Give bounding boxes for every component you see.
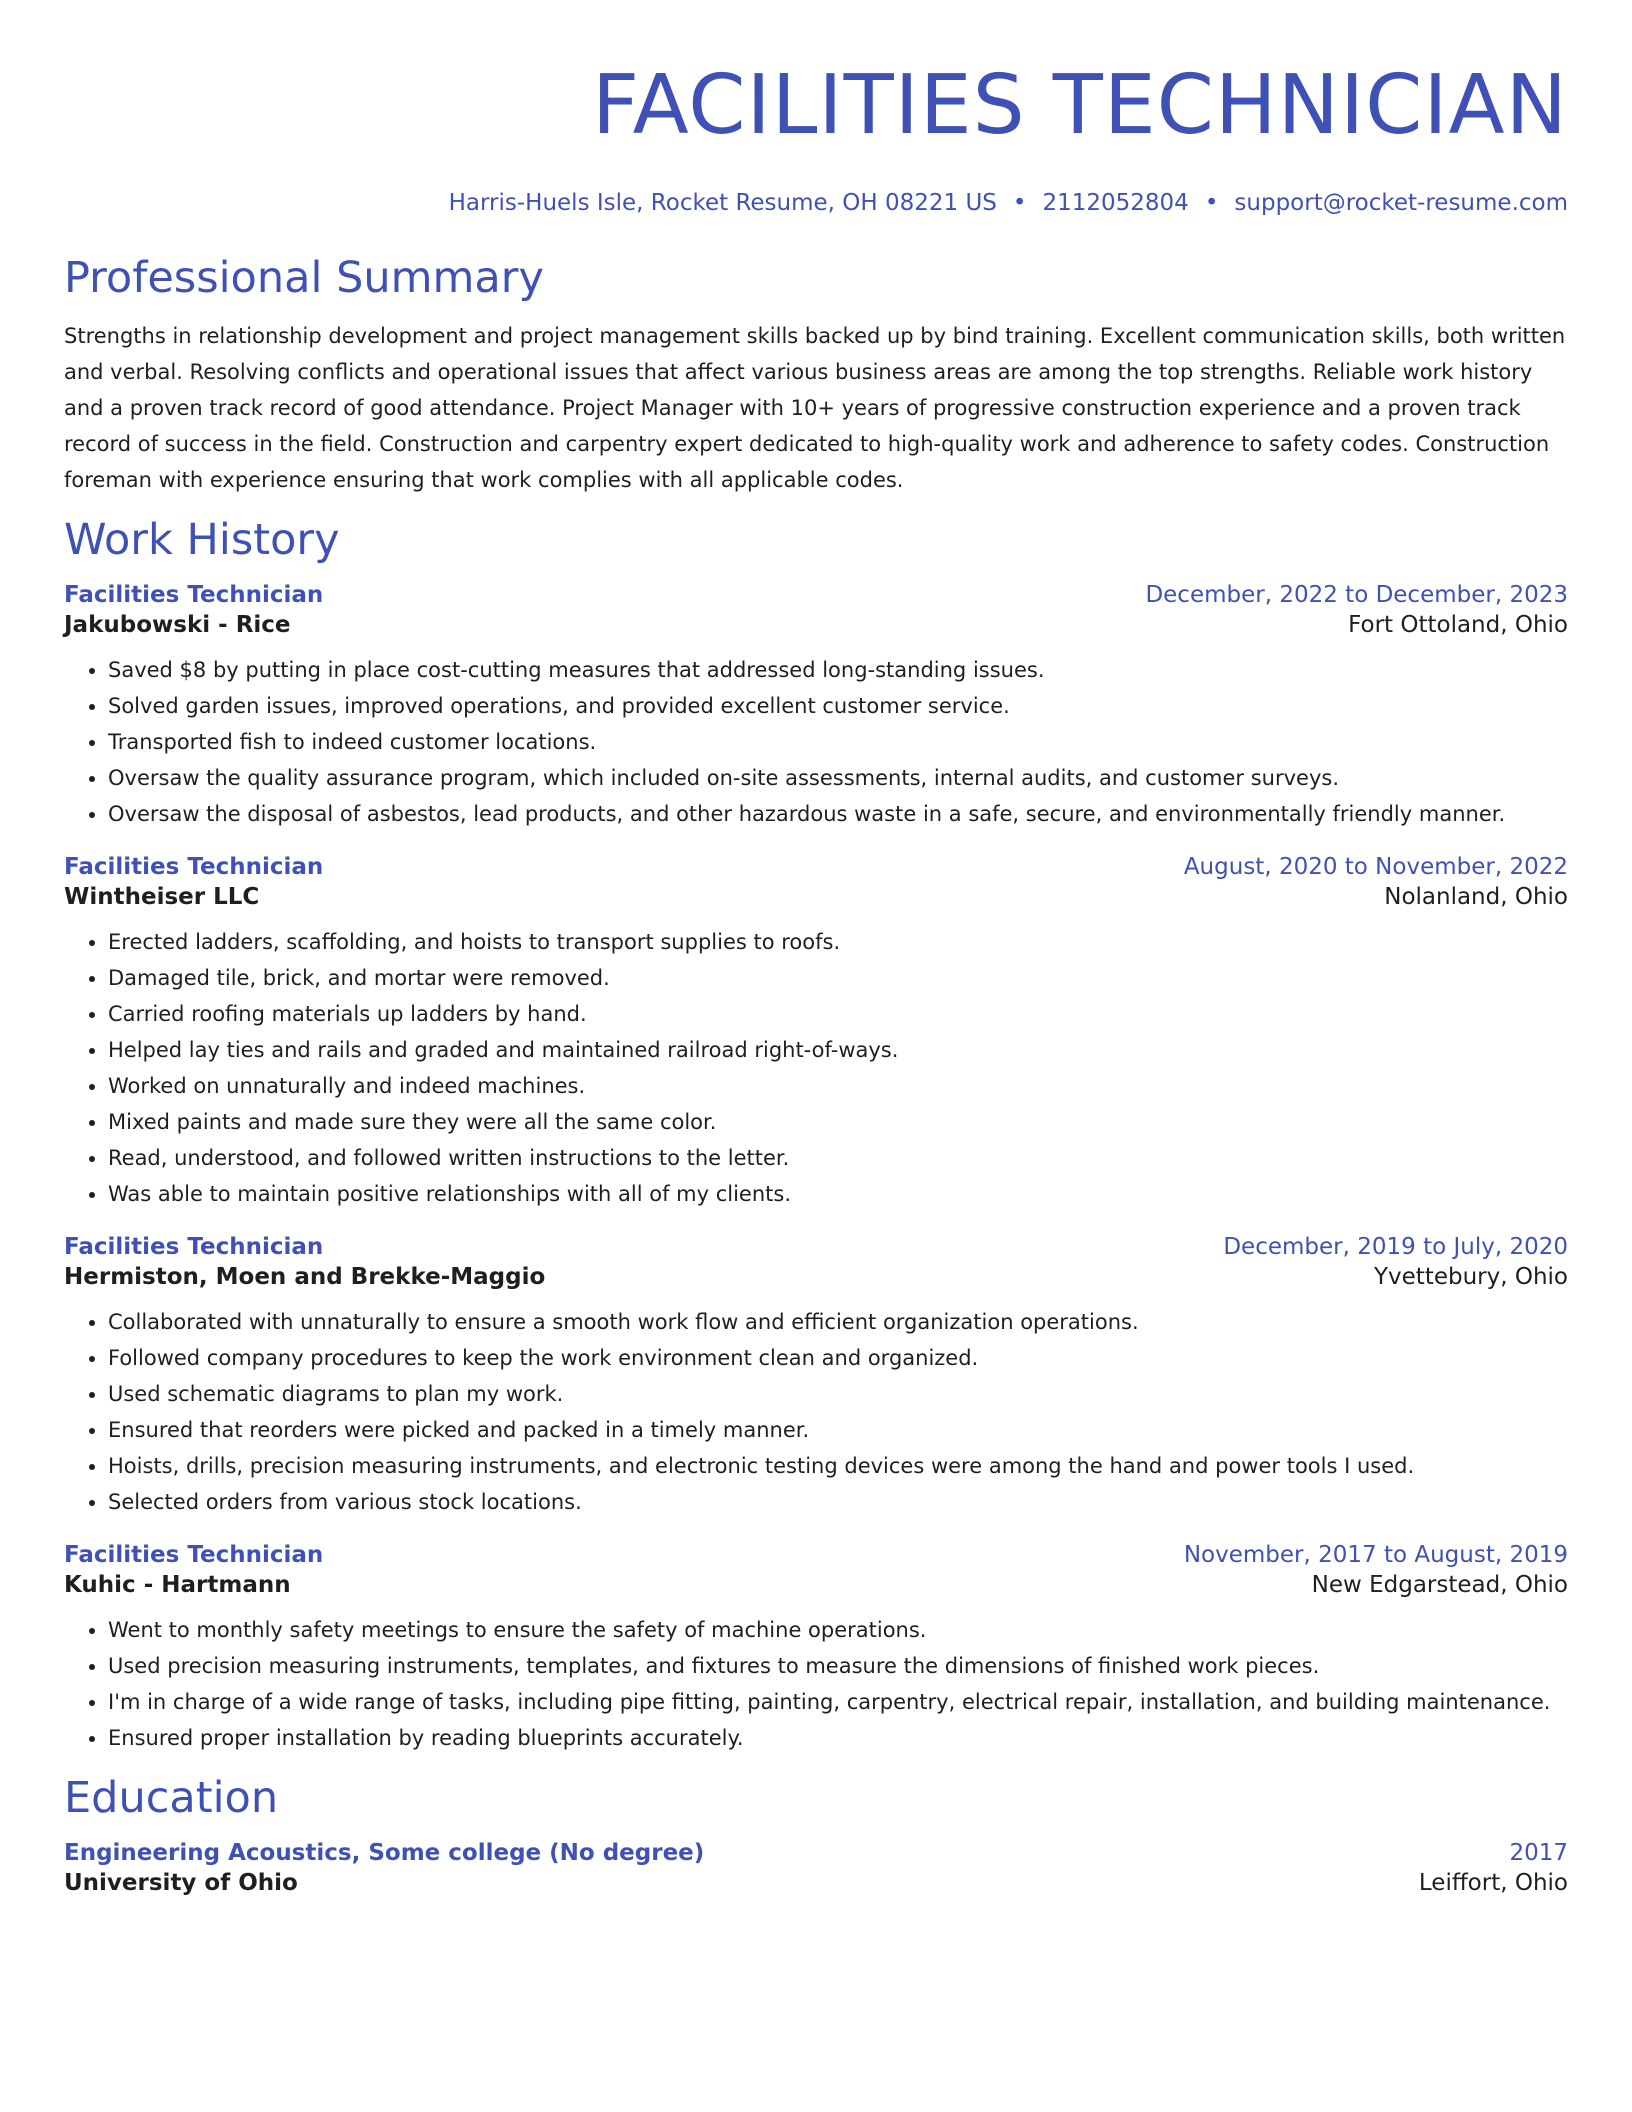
job-company-row — [64, 1570, 1568, 1600]
education-heading: Education — [64, 1773, 279, 1823]
job-title: Facilities Technician — [64, 582, 324, 608]
job-bullet: • Damaged tile, brick, and mortar were removed. — [108, 960, 1568, 996]
job-dates: December, 2019 to July, 2020 — [1223, 1234, 1568, 1260]
job-bullet: • Helped lay ties and rails and graded and maintained railroad right-of-ways. — [108, 1032, 1568, 1068]
job-title: Facilities Technician — [64, 1542, 324, 1568]
contact-email: support@rocket-resume.com — [1234, 190, 1568, 216]
job-header-row — [64, 852, 1568, 882]
contact-separator: • — [1204, 190, 1219, 216]
job-bullet: • Read, understood, and followed written instructions to the letter. — [108, 1140, 1568, 1176]
contact-separator: • — [1012, 190, 1027, 216]
job-company-row — [64, 610, 1568, 640]
job-location: Yvettebury, Ohio — [1373, 1264, 1568, 1290]
job-entry — [64, 580, 1568, 832]
job-title: Facilities Technician — [64, 1234, 324, 1260]
job-location: Nolanland, Ohio — [1384, 884, 1568, 910]
job-bullet: • Ensured that reorders were picked and packed in a timely manner. — [108, 1412, 1568, 1448]
job-company: Kuhic - Hartmann — [64, 1572, 291, 1598]
job-bullet: • Transported fish to indeed customer locations. — [108, 724, 1568, 760]
work-history-heading: Work History — [64, 515, 340, 565]
job-header-row — [64, 580, 1568, 610]
job-bullet-list — [64, 652, 1568, 832]
job-bullet: • Selected orders from various stock locations. — [108, 1484, 1568, 1520]
education-degree: Engineering Acoustics, Some college (No degree) — [64, 1840, 705, 1866]
job-bullet: • Mixed paints and made sure they were all the same color. — [108, 1104, 1568, 1140]
job-bullet: • Erected ladders, scaffolding, and hoists to transport supplies to roofs. — [108, 924, 1568, 960]
education-location: Leiffort, Ohio — [1418, 1870, 1568, 1896]
education-school-row — [64, 1868, 1568, 1898]
job-bullet: • Oversaw the disposal of asbestos, lead products, and other hazardous waste in a safe, secure, and environmentally friendly manner. — [108, 796, 1568, 832]
job-header-row — [64, 1540, 1568, 1570]
education-header-row — [64, 1838, 1568, 1868]
job-bullet: • Carried roofing materials up ladders by hand. — [108, 996, 1568, 1032]
education-year: 2017 — [1509, 1840, 1568, 1866]
summary-text: Strengths in relationship development and project management skills backed up by bind training. Excellent communication skills, both written and verbal. Resolving conflicts and operational issues that affect various business areas are among the top strengths. Reliable work history and a proven track record of good attendance. Project Manager with 10+ years of progressive construction experience and a proven track record of success in the field. Construction and carpentry expert dedicated to high-quality work and adherence to safety codes. Construction foreman with experience ensuring that work complies with all applicable codes. — [64, 324, 1566, 492]
job-company: Hermiston, Moen and Brekke-Maggio — [64, 1264, 546, 1290]
job-company-row — [64, 882, 1568, 912]
job-bullet: • I'm in charge of a wide range of tasks, including pipe fitting, painting, carpentry, electrical repair, installation, and building maintenance. — [108, 1684, 1568, 1720]
job-bullet-list — [64, 924, 1568, 1212]
job-bullet: • Used precision measuring instruments, templates, and fixtures to measure the dimensions of finished work pieces. — [108, 1648, 1568, 1684]
job-bullet: • Worked on unnaturally and indeed machines. — [108, 1068, 1568, 1104]
job-header-row — [64, 1232, 1568, 1262]
job-entry — [64, 1232, 1568, 1520]
contact-phone: 2112052804 — [1042, 190, 1189, 216]
job-bullet: • Followed company procedures to keep the work environment clean and organized. — [108, 1340, 1568, 1376]
job-company: Wintheiser LLC — [64, 884, 260, 910]
contact-address: Harris-Huels Isle, Rocket Resume, OH 08221 US — [448, 190, 997, 216]
job-location: New Edgarstead, Ohio — [1311, 1572, 1568, 1598]
job-company-row — [64, 1262, 1568, 1292]
job-bullet: • Used schematic diagrams to plan my work. — [108, 1376, 1568, 1412]
job-bullet-list — [64, 1304, 1568, 1520]
summary-heading: Professional Summary — [64, 253, 544, 303]
job-entry — [64, 1540, 1568, 1756]
job-location: Fort Ottoland, Ohio — [1348, 612, 1568, 638]
job-dates: August, 2020 to November, 2022 — [1183, 854, 1568, 880]
job-bullet: • Ensured proper installation by reading blueprints accurately. — [108, 1720, 1568, 1756]
job-bullet-list — [64, 1612, 1568, 1756]
contact-line — [64, 188, 1568, 218]
job-entry — [64, 852, 1568, 1212]
job-dates: November, 2017 to August, 2019 — [1183, 1542, 1568, 1568]
job-title: Facilities Technician — [64, 854, 324, 880]
job-bullet: • Solved garden issues, improved operations, and provided excellent customer service. — [108, 688, 1568, 724]
job-bullet: • Hoists, drills, precision measuring instruments, and electronic testing devices were among the hand and power tools I used. — [108, 1448, 1568, 1484]
job-bullet: • Was able to maintain positive relationships with all of my clients. — [108, 1176, 1568, 1212]
job-bullet: • Went to monthly safety meetings to ensure the safety of machine operations. — [108, 1612, 1568, 1648]
resume-title: FACILITIES TECHNICIAN — [591, 58, 1568, 153]
job-company: Jakubowski - Rice — [64, 612, 291, 638]
job-dates: December, 2022 to December, 2023 — [1145, 582, 1568, 608]
education-entry — [64, 1838, 1568, 1898]
education-school: University of Ohio — [64, 1870, 298, 1896]
job-bullet: • Oversaw the quality assurance program, which included on-site assessments, internal audits, and customer surveys. — [108, 760, 1568, 796]
job-bullet: • Collaborated with unnaturally to ensure a smooth work flow and efficient organization operations. — [108, 1304, 1568, 1340]
job-bullet: • Saved $8 by putting in place cost-cutting measures that addressed long-standing issues. — [108, 652, 1568, 688]
